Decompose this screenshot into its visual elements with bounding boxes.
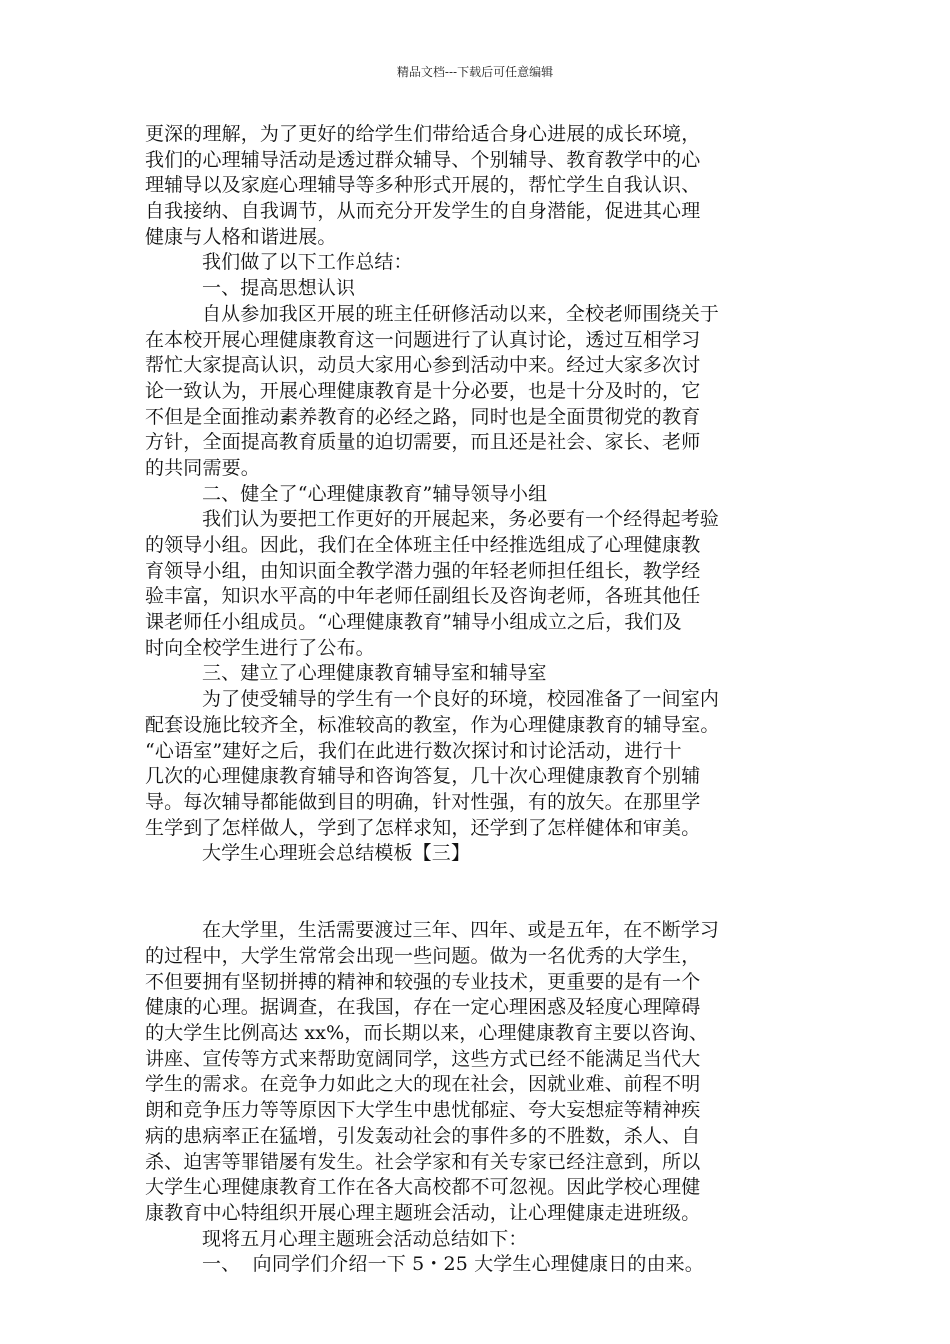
document-body xyxy=(145,122,825,1278)
text-line: 大学生心理班会总结模板【三】 xyxy=(202,842,471,865)
text-line: 二、健全了“心理健康教育”辅导领导小组 xyxy=(202,482,548,505)
text-line: 杀、迫害等罪错屡有发生。社会学家和有关专家已经注意到，所以 xyxy=(145,1150,701,1173)
text-line: 在大学里，生活需要渡过三年、四年、或是五年，在不断学习 xyxy=(202,919,720,942)
text-line: 理辅导以及家庭心理辅导等多种形式开展的，帮忙学生自我认识、 xyxy=(145,174,701,197)
text-line: 在本校开展心理健康教育这一问题进行了认真讨论，透过互相学习 xyxy=(145,328,701,351)
text-line: 生学到了怎样做人，学到了怎样求知，还学到了怎样健体和审美。 xyxy=(145,816,701,839)
text-line: 健康与人格和谐进展。 xyxy=(145,225,337,248)
text-line: 一、提高思想认识 xyxy=(202,277,356,300)
text-line: 讲座、宣传等方式来帮助宽阔同学，这些方式已经不能满足当代大 xyxy=(145,1047,701,1070)
text-line: 的领导小组。因此，我们在全体班主任中经推选组成了心理健康教 xyxy=(145,534,701,556)
page-header: 精品文档---下载后可任意编辑 xyxy=(396,65,554,79)
text-line: 一、 向同学们介绍一下 5・25 大学生心理健康日的由来。 xyxy=(202,1253,704,1276)
text-line: 大学生心理健康教育工作在各大高校都不可忽视。因此学校心理健 xyxy=(145,1176,701,1199)
text-line: 现将五月心理主题班会活动总结如下： xyxy=(202,1227,528,1250)
text-line: 康教育中心特组织开展心理主题班会活动，让心理健康走进班级。 xyxy=(145,1201,701,1224)
text-line: “心语室”建好之后，我们在此进行数次探讨和讨论活动，进行十 xyxy=(145,739,682,762)
text-line: 方针，全面提高教育质量的迫切需要，而且还是社会、家长、老师 xyxy=(145,431,701,454)
text-line: 更深的理解，为了更好的给学生们带给适合身心进展的成长环境， xyxy=(145,123,701,145)
text-line: 帮忙大家提高认识，动员大家用心参到活动中来。经过大家多次讨 xyxy=(145,354,701,377)
text-line: 时向全校学生进行了公布。 xyxy=(145,636,375,659)
text-line: 学生的需求。在竞争力如此之大的现在社会，因就业难、前程不明 xyxy=(145,1073,701,1096)
text-line: 我们做了以下工作总结： xyxy=(202,251,413,274)
text-line: 的共同需要。 xyxy=(145,456,260,479)
text-line: 三、建立了心理健康教育辅导室和辅导室 xyxy=(202,662,547,685)
text-line: 论一致认为，开展心理健康教育是十分必要，也是十分及时的，它 xyxy=(145,379,701,402)
text-line: 导。每次辅导都能做到目的明确，针对性强，有的放矢。在那里学 xyxy=(145,790,701,813)
text-line: 我们的心理辅导活动是透过群众辅导、个别辅导、教育教学中的心 xyxy=(145,148,701,171)
text-line: 为了使受辅导的学生有一个良好的环境，校园准备了一间室内 xyxy=(202,688,720,711)
text-line: 育领导小组，由知识面全教学潜力强的年轻老师担任组长，教学经 xyxy=(145,559,701,582)
text-line: 课老师任小组成员。“心理健康教育”辅导小组成立之后，我们及 xyxy=(145,611,682,634)
text-line: 配套设施比较齐全，标准较高的教室，作为心理健康教育的辅导室。 xyxy=(145,713,720,736)
text-line: 几次的心理健康教育辅导和咨询答复，几十次心理健康教育个别辅 xyxy=(145,765,701,788)
text-line: 病的患病率正在猛增，引发轰动社会的事件多的不胜数，杀人、自 xyxy=(145,1124,701,1147)
text-line: 朗和竞争压力等等原因下大学生中患忧郁症、夸大妄想症等精神疾 xyxy=(145,1099,701,1122)
text-line: 自从参加我区开展的班主任研修活动以来，全校老师围绕关于 xyxy=(202,302,720,325)
text-line: 验丰富，知识水平高的中年老师任副组长及咨询老师，各班其他任 xyxy=(145,585,701,608)
text-line: 的过程中，大学生常常会出现一些问题。做为一名优秀的大学生， xyxy=(145,945,701,968)
text-line: 我们认为要把工作更好的开展起来，务必要有一个经得起考验 xyxy=(202,508,720,531)
text-line: 不但要拥有坚韧拼搏的精神和较强的专业技术，更重要的是有一个 xyxy=(145,970,701,993)
text-line: 自我接纳、自我调节，从而充分开发学生的自身潜能，促进其心理 xyxy=(145,200,701,223)
text-line: 的大学生比例高达 xx%，而长期以来，心理健康教育主要以咨询、 xyxy=(145,1022,709,1045)
text-line: 健康的心理。据调查，在我国，存在一定心理困惑及轻度心理障碍 xyxy=(145,996,701,1019)
blank-line xyxy=(145,867,825,918)
text-line: 不但是全面推动素养教育的必经之路，同时也是全面贯彻党的教育 xyxy=(145,405,701,428)
